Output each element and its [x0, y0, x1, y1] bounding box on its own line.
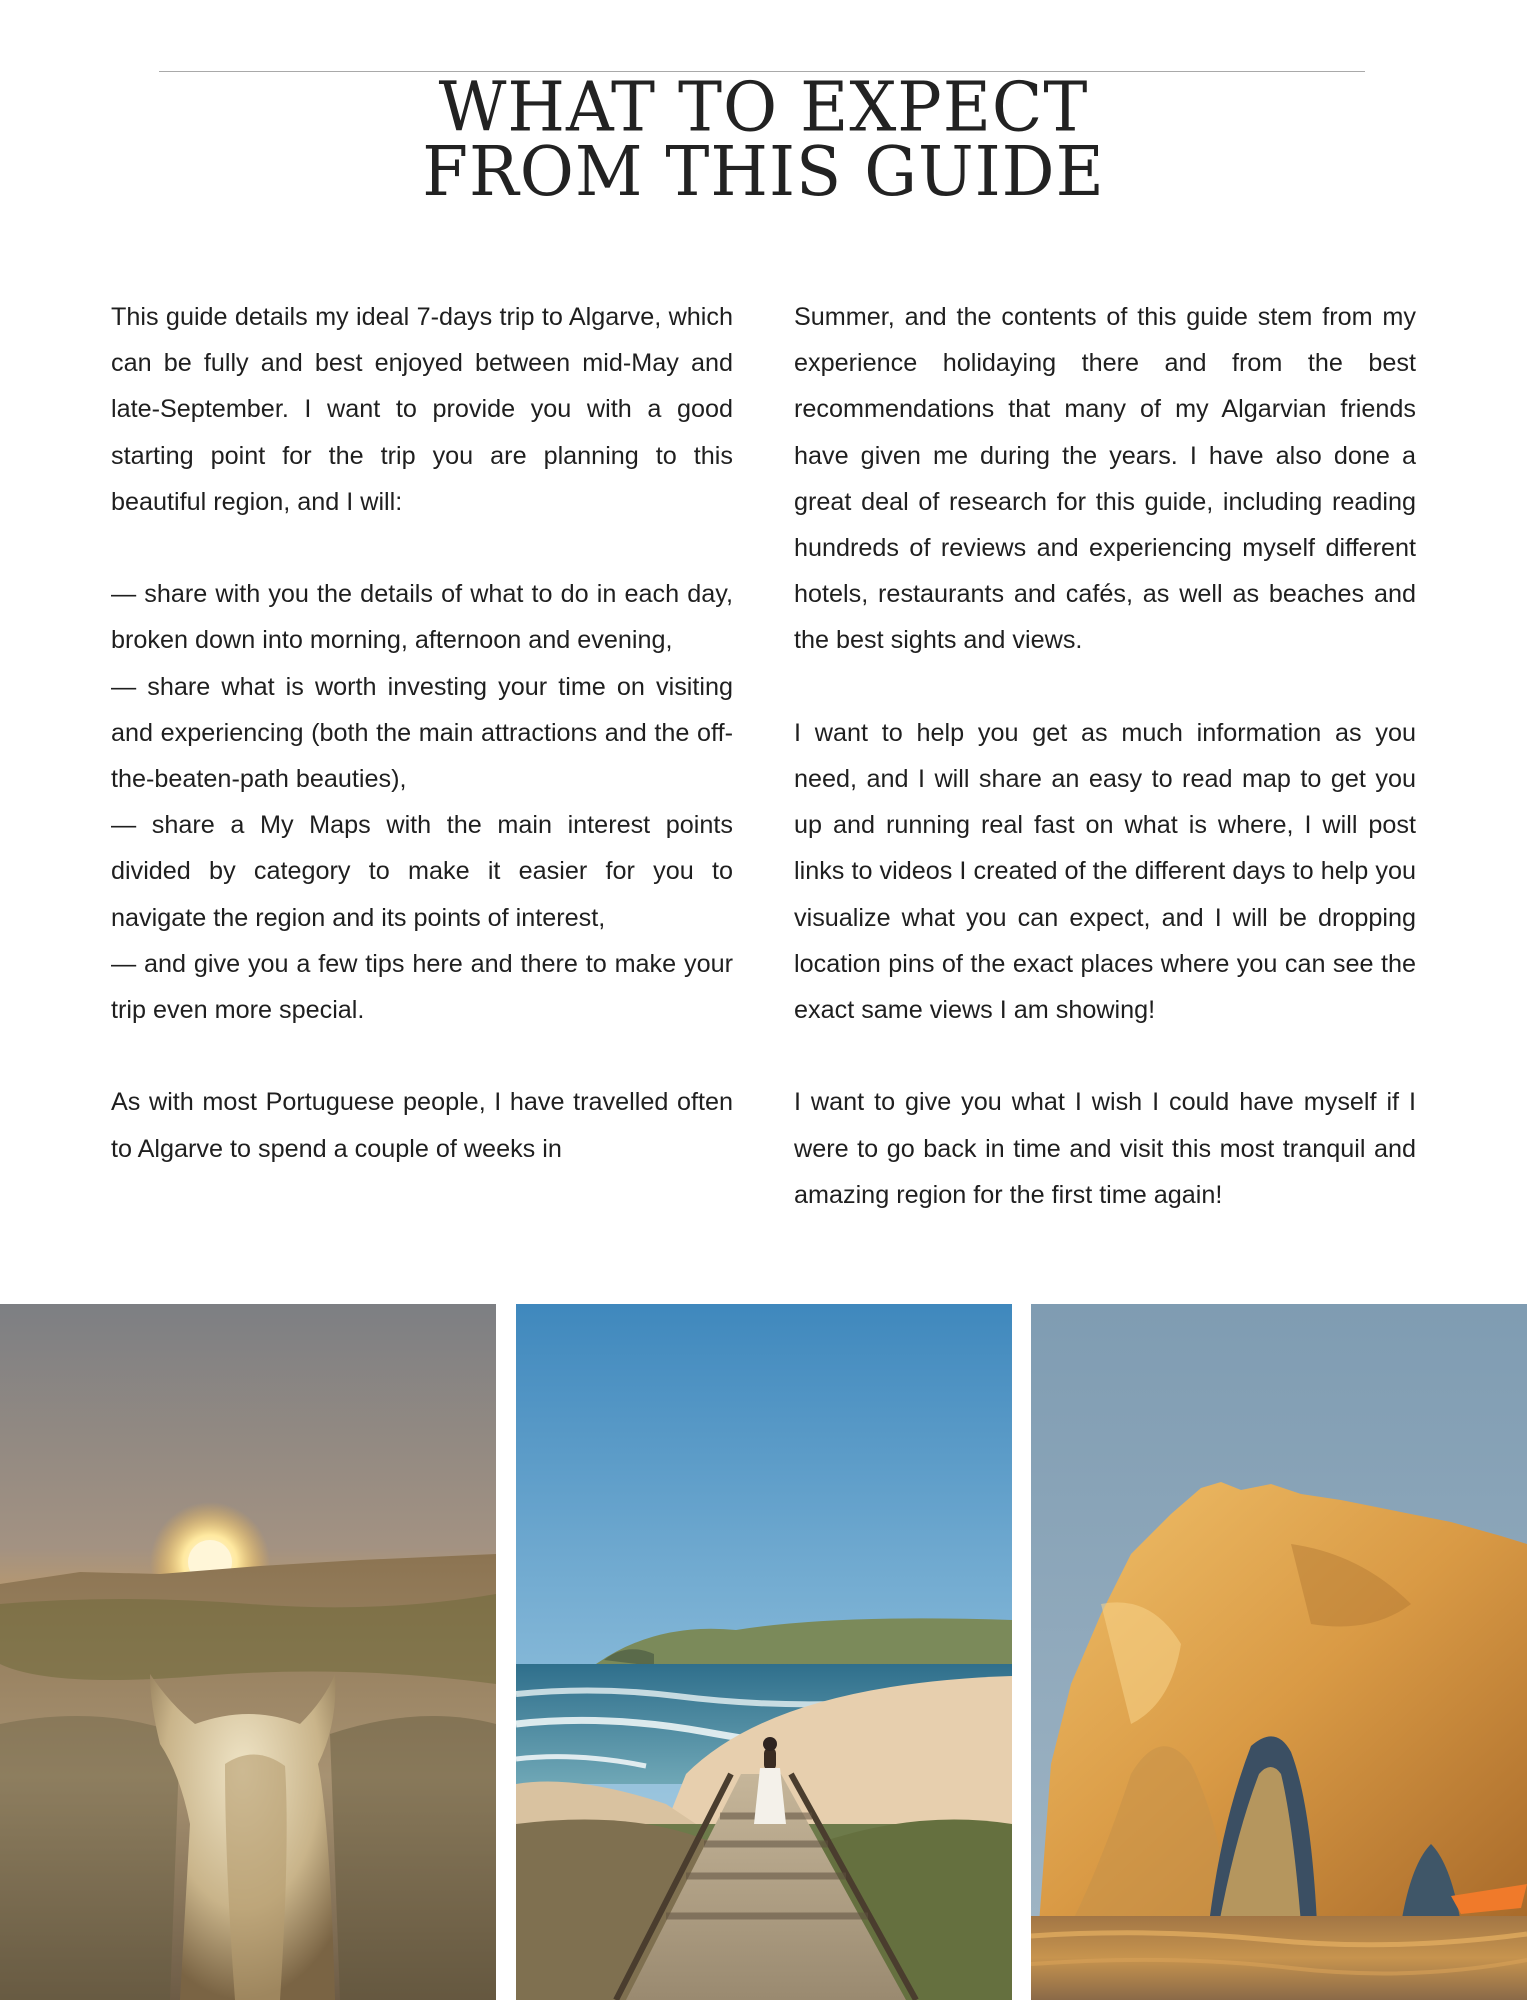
paragraph: As with most Portuguese people, I have travelled often to Algarve to spend a couple of weeks in [111, 1088, 733, 1163]
photo-sunset-horse [0, 1304, 496, 2000]
list-item: — and give you a few tips here and there to make your trip even more special. [111, 949, 733, 1025]
page-title [0, 67, 1527, 212]
beach-boardwalk-image [516, 1304, 1012, 2000]
title-line-2: FROM THIS GUIDE [422, 131, 1105, 212]
paragraph-spacer [111, 1033, 733, 1079]
paragraph: This guide details my ideal 7-days trip to Algarve, which can be fully and best enjoyed between mid-May and late-September. I want to provide you with a good starting point for the trip you are planning to this beautiful region, and I will: [111, 303, 733, 516]
paragraph-spacer [794, 1033, 1416, 1079]
paragraph: I want to give you what I wish I could have myself if I were to go back in time and visit this most tranquil and amazing region for the first time again! [794, 1088, 1416, 1209]
list-item: — share with you the details of what to do in each day, broken down into morning, afternoon and evening, [111, 580, 733, 655]
sunset-horse-image [0, 1304, 496, 2000]
sea-arch-image [1031, 1304, 1527, 2000]
title-line-1: WHAT TO EXPECT [438, 67, 1089, 148]
list-item: — share what is worth investing your time on visiting and experiencing (both the main attractions and the off-the-beaten-path beauties), [111, 672, 733, 794]
paragraph-spacer [794, 664, 1416, 710]
left-text-column [111, 294, 733, 1172]
paragraph: I want to help you get as much information as you need, and I will share an easy to read map to get you up and running real fast on what is where, I will post links to videos I created of the different days to help you visualize what you can expect, and I will be dropping location pins of the exact places where you can see the exact same views I am showing! [794, 718, 1416, 1025]
photo-beach-boardwalk [516, 1304, 1012, 2000]
right-text-column [794, 294, 1416, 1218]
photo-sea-arch [1031, 1304, 1527, 2000]
paragraph: Summer, and the contents of this guide stem from my experience holidaying there and from the best recommendations that many of my Algarvian friends have given me during the years. I have also done a great deal of research for this guide, including reading hundreds of reviews and experiencing myself different hotels, restaurants and cafés, as well as beaches and the best sights and views. [794, 303, 1416, 655]
list-item: — share a My Maps with the main interest points divided by category to make it easier for you to navigate the region and its points of interest, [111, 811, 733, 932]
paragraph-spacer [111, 525, 733, 571]
